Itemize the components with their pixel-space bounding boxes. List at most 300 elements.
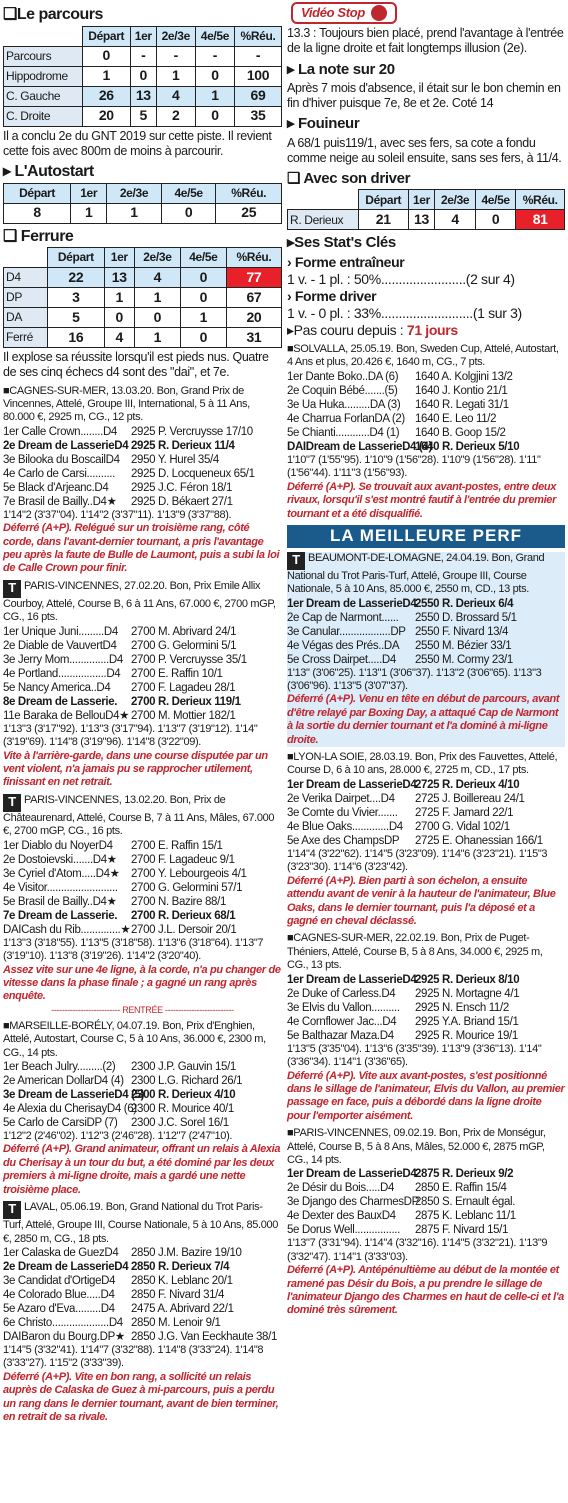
- race-times: 1'14"5 (3'32"41). 1'14"7 (3'32"88). 1'14"8 (3'33"24). 1'14"8 (3'33"27). 1'15"2 (3'33"39).: [3, 1344, 264, 1370]
- race-runner: [287, 1181, 565, 1195]
- table-header-cell: Départ: [4, 183, 71, 203]
- race-runner: [3, 1074, 282, 1088]
- race-times: 1'13"3 (3'18"55). 1'13"5 (3'18"58). 1'13"6 (3'18"64). 1'13"7 (3'19"10). 1'13"8 (3'19"26). 1'14"2 (3'20"40).: [3, 936, 264, 963]
- runner-name: 5e Chianti............D4 (1): [287, 426, 400, 439]
- race-comment: Déferré (A+P). Grand animateur, offrant un relais à Alexia du Cherisay à un tour du but, a été dominé par les deux premiers à mi-ligne droite, mais a gardé une nette troisième place.: [3, 1143, 281, 1196]
- meilleure-perf-banner: LA MEILLEURE PERF: [287, 525, 565, 548]
- race-runner: [287, 597, 565, 611]
- table-cell: 13: [408, 210, 435, 230]
- table-cell: 20: [82, 106, 130, 126]
- table-cell: 21: [358, 210, 408, 230]
- table-cell: 77: [226, 268, 281, 288]
- table-cell: 0: [180, 268, 226, 288]
- runner-name: DAICash du Rib..............★: [3, 923, 131, 936]
- runner-name: 7e Dream de Lasserie.: [3, 909, 118, 922]
- table-row: [4, 86, 282, 106]
- table-header-cell: %Réu.: [516, 190, 565, 210]
- race-runner: [3, 1246, 282, 1260]
- race-header: [287, 1127, 565, 1167]
- race-header: [3, 1201, 282, 1246]
- runner-info: 2475 A. Abrivard 22/1: [131, 1302, 234, 1315]
- table-cell: DA: [4, 308, 48, 328]
- runner-info: 2850 M. Lenoir 9/1: [131, 1316, 221, 1329]
- race-times: 1'10"7 (1'55"95). 1'10"9 (1'56"28). 1'10"9 (1'56"28). 1'11" (1'56"44). 1'11"3 (1'56"93).: [287, 453, 541, 480]
- runner-name: 5e Azaro d'Eva.........D4: [3, 1302, 115, 1315]
- driver-title: ❑ Avec son driver: [287, 170, 411, 188]
- race-header: [287, 343, 565, 370]
- runner-name: 5e Carlo de CarsiDP (7): [3, 1117, 118, 1130]
- runner-name: 2e Dream de LasserieD4: [3, 1260, 129, 1273]
- runner-info: 2950 Y. Hurel 35/4: [131, 453, 219, 466]
- race-runner: [3, 923, 282, 937]
- race-block: [287, 751, 565, 928]
- table-cell: 0: [134, 308, 180, 328]
- race-times: 1'14"2 (3'37"04). 1'14"2 (3'37"11). 1'13"9 (3'37"88).: [3, 508, 232, 521]
- race-block: [3, 385, 282, 576]
- runner-name: 3e Jerry Mom..............D4: [3, 653, 123, 666]
- runner-info: 2725 F. Jamard 22/1: [415, 806, 514, 819]
- runner-name: 2e Cap de Narmont......: [287, 611, 399, 624]
- race-runner: [287, 412, 565, 426]
- runner-info: 2925 N. Mortagne 4/1: [415, 987, 520, 1000]
- runner-info: 1640 B. Goop 15/2: [415, 426, 506, 439]
- runner-info: 2925 R. Mourice 19/1: [415, 1029, 518, 1042]
- table-cell: 4: [134, 268, 180, 288]
- forme-entraineur-value: 1 v. - 1 pl. : 50%........................(2 sur 4): [287, 270, 515, 287]
- race-runner: [287, 778, 565, 792]
- runner-info: 2850 F. Nivard 31/4: [131, 1288, 225, 1301]
- runner-info: 2925 D. Békaert 27/1: [131, 495, 233, 508]
- race-runner: [3, 1260, 282, 1274]
- autostart-table: [3, 183, 282, 224]
- forme-driver-label: › Forme driver: [287, 287, 377, 304]
- runner-info: 2850 E. Raffin 15/4: [415, 1182, 507, 1195]
- runner-name: 5e Black d'Arjeanc.D4: [3, 481, 109, 494]
- runner-name: 5e Cross Dairpet.....D4: [287, 653, 396, 666]
- runner-info: 2875 F. Nivard 15/1: [415, 1224, 509, 1237]
- runner-name: 2e Dostoievski.......D4★: [3, 853, 117, 866]
- runner-name: 4e Colorado Blue.....D4: [3, 1288, 115, 1301]
- race-header: [287, 552, 565, 597]
- table-cell: 0: [104, 308, 134, 328]
- table-header-cell: Départ: [82, 26, 130, 46]
- table-cell: 31: [226, 328, 281, 348]
- race-runner: [3, 425, 282, 439]
- runner-name: 3e Bilooka du BoscailD4: [3, 453, 120, 466]
- runner-name: 3e Elvis du Vallon..........: [287, 1001, 400, 1014]
- race-header-text: ■PARIS-VINCENNES, 09.02.19. Bon, Prix de Monségur, Attelé, Course B, 5 à 8 Ans, Mâles, 52.000 €, 2875 mGP, CG., 14 pts.: [287, 1127, 546, 1166]
- race-runner: [3, 867, 282, 881]
- race-runner: [3, 881, 282, 895]
- table-header-cell: [288, 190, 359, 210]
- race-runner: [3, 481, 282, 495]
- fouineur-title: ▸ Fouineur: [287, 115, 360, 133]
- runner-name: 4e Cornflower Jac...D4: [287, 1015, 397, 1028]
- race-block: [287, 343, 565, 521]
- race-block: [287, 1127, 565, 1318]
- race-times: 1'13" (3'06"25). 1'13"1 (3'06"37). 1'13"2 (3'06"65). 1'13"3 (3'06"96). 1'13"5 (3'07"37).: [287, 666, 542, 693]
- runner-info: 2550 M. Cormy 23/1: [415, 653, 513, 666]
- runner-info: 2725 R. Derieux 4/10: [415, 778, 520, 791]
- race-header: [3, 580, 282, 625]
- table-cell: D4: [4, 268, 48, 288]
- table-cell: 1: [104, 288, 134, 308]
- race-runner: [3, 909, 282, 923]
- runner-name: 8e Dream de Lasserie.: [3, 695, 118, 708]
- runner-info: 1640 R. Derieux 5/10: [415, 440, 520, 453]
- runner-name: 4e Alexia du CherisayD4 (6): [3, 1103, 137, 1116]
- table-header-cell: Départ: [48, 248, 105, 268]
- race-header-text: PARIS-VINCENNES, 27.02.20. Bon, Prix Emile Allix Courboy, Attelé, Course B, 6 à 11 Ans, 67.000 €, 2700 mGP, CG., 16 pts.: [3, 579, 276, 624]
- table-cell: 0: [130, 66, 156, 86]
- runner-name: 3e Cyriel d'Atom.....D4★: [3, 867, 120, 880]
- runner-info: 2700 E. Raffin 10/1: [131, 667, 223, 680]
- race-times: 1'14"4 (3'22"62). 1'14"5 (3'23"09). 1'14"6 (3'23"21). 1'15"3 (3'23"30). 1'14"6 (3'23"42).: [287, 847, 548, 874]
- table-cell: 5: [48, 308, 105, 328]
- race-header-text: LAVAL, 05.06.19. Bon, Grand National du Trot Paris-Turf, Attelé, Groupe III, Course Nationale, 5 à 10 Ans, 85.000 €, 2850 m, CG., 18 pts.: [3, 1201, 279, 1245]
- race-header: [287, 932, 565, 972]
- track-icon: T: [3, 794, 21, 812]
- rentree-divider: -------------------------- RENTRÉE --------------------------: [51, 1004, 234, 1015]
- table-header-cell: 2e/3e: [156, 26, 195, 46]
- table-cell: R. Derieux: [288, 210, 359, 230]
- table-cell: -: [195, 46, 234, 66]
- race-runner: [3, 681, 282, 695]
- table-header-cell: 4e/5e: [161, 183, 216, 203]
- table-header-cell: Départ: [358, 190, 408, 210]
- parcours-table: [3, 26, 282, 127]
- runner-name: 4e Végas des Prés..DA: [287, 639, 400, 652]
- runner-info: 2700 G. Vidal 102/1: [415, 820, 510, 833]
- race-runner: [287, 987, 565, 1001]
- track-icon: T: [3, 1201, 21, 1219]
- table-cell: C. Droite: [4, 106, 83, 126]
- track-icon: T: [3, 580, 21, 598]
- forme-driver-value: 1 v. - 0 pl. : 33%..........................(1 sur 3): [287, 304, 522, 321]
- runner-info: 2925 N. Ensch 11/2: [415, 1001, 509, 1014]
- table-header-cell: 1er: [130, 26, 156, 46]
- autostart-title: ▸ L'Autostart: [3, 163, 94, 181]
- race-runner: [287, 1015, 565, 1029]
- race-header-text: PARIS-VINCENNES, 13.02.20. Bon, Prix de Châteaurenard, Attelé, Course B, 7 à 11 Ans, Mâles, 67.000 €, 2700 mGP, CG., 16 pts.: [3, 793, 275, 838]
- race-runner: [3, 839, 282, 853]
- race-times: 1'12"2 (2'46"02). 1'12"3 (2'46"28). 1'12"7 (2'47"10).: [3, 1130, 233, 1143]
- race-times: 1'13"3 (3'17"92). 1'13"3 (3'17"94). 1'13"7 (3'19"12). 1'14" (3'19"69). 1'14"8 (3'19"96). 1'14"8 (3'22"09).: [3, 722, 258, 749]
- runner-info: 2700 R. Derieux 68/1: [131, 909, 236, 922]
- runner-info: 2925 D. Locqueneux 65/1: [131, 467, 255, 480]
- table-header-cell: 4e/5e: [180, 248, 226, 268]
- runner-info: 2850 S. Ernault égal.: [415, 1196, 516, 1209]
- race-times: 1'13"5 (3'35"04). 1'13"6 (3'35"39). 1'13"9 (3'36"13). 1'14" (3'36"34). 1'14"1 (3'36"65).: [287, 1042, 542, 1069]
- table-cell: Ferré: [4, 328, 48, 348]
- table-header-cell: 4e/5e: [195, 26, 234, 46]
- video-stop-button[interactable]: [291, 2, 397, 24]
- track-icon: T: [287, 552, 305, 570]
- table-row: [4, 288, 282, 308]
- race-runner: [3, 895, 282, 909]
- runner-name: 3e Django des CharmesDP: [287, 1196, 419, 1209]
- runner-name: 1er Dream de LasserieD4: [287, 973, 417, 986]
- table-header-cell: 4e/5e: [475, 190, 516, 210]
- race-runner: [3, 1274, 282, 1288]
- runner-info: 2850 J.G. Van Eeckhaute 38/1: [131, 1331, 277, 1343]
- race-header-text: ■CAGNES-SUR-MER, 13.03.20. Bon, Grand Prix de Vincennes, Attelé, Groupe III, International, 5 à 11 Ans, 80.000 €, 2925 m, CG., 12 pts.: [3, 384, 250, 424]
- race-times: 1'13"7 (3'31"94). 1'14"4 (3'32"16). 1'14"5 (3'32"21). 1'13"9 (3'32"47). 1'14"1 (3'33"03).: [287, 1237, 548, 1263]
- runner-name: 4e Blue Oaks.............D4: [287, 820, 403, 833]
- table-row: [4, 268, 282, 288]
- runner-name: 2e Coquin Bébé.......(5): [287, 384, 398, 397]
- runner-info: 2875 K. Leblanc 11/1: [415, 1210, 516, 1223]
- runner-name: 5e Dorus Well................: [287, 1224, 400, 1237]
- race-runner: [3, 625, 282, 639]
- fouineur-text: A 68/1 puis119/1, avec ses fers, sa cote a fondu comme neige au soleil ensuite, sans ses fers, à 11/4.: [287, 135, 562, 165]
- runner-name: 2e Duke of Carless.D4: [287, 987, 396, 1000]
- race-runner: [3, 1288, 282, 1302]
- runner-name: 4e Visitor.........................: [3, 881, 118, 894]
- race-runner: [287, 384, 565, 398]
- table-cell: 67: [226, 288, 281, 308]
- table-cell: 13: [130, 86, 156, 106]
- table-cell: 16: [48, 328, 105, 348]
- runner-info: 2850 J.M. Bazire 19/10: [131, 1246, 242, 1259]
- runner-name: 1er Unique Juni.........D4: [3, 625, 118, 638]
- table-cell: C. Gauche: [4, 86, 83, 106]
- table-cell: 25: [216, 203, 282, 223]
- race-runner: [287, 1167, 565, 1181]
- table-header-cell: %Réu.: [216, 183, 282, 203]
- race-runner: [287, 792, 565, 806]
- runner-name: 1er Dream de LasserieD4: [287, 597, 417, 610]
- race-comment: Déferré (A+P). Bien parti à son échelon, a ensuite attendu avant de venir à la hauteur de l'animateur, Blue Oaks, dans le dernier tournant, puis l'a déposé et a gagné en cheval déclassé.: [287, 874, 556, 927]
- forme-entraineur-label: › Forme entraîneur: [287, 253, 405, 270]
- table-cell: 100: [234, 66, 281, 86]
- stats-title: ▸Ses Stat's Clés: [287, 234, 396, 252]
- table-cell: 1: [82, 66, 130, 86]
- table-cell: 81: [516, 210, 565, 230]
- race-header-text: ■CAGNES-SUR-MER, 22.02.19. Bon, Prix de Puget-Théniers, Attelé, Course B, 5 à 8 Ans, 34.000 €, 2925 m, CG., 13 pts.: [287, 932, 543, 972]
- table-header-cell: 2e/3e: [134, 248, 180, 268]
- runner-name: 6e Christo....................D4: [3, 1316, 123, 1329]
- table-cell: 3: [48, 288, 105, 308]
- race-runner: [3, 453, 282, 467]
- table-cell: DP: [4, 288, 48, 308]
- right-column: [287, 2, 565, 1502]
- runner-info: 2850 K. Leblanc 20/1: [131, 1274, 233, 1287]
- race-runner: [3, 1316, 282, 1330]
- runner-name: 7e Brasil de Bailly..D4★: [3, 495, 117, 508]
- runner-info: 2700 P. Vercruysse 35/1: [131, 653, 247, 666]
- driver-table: [287, 189, 565, 230]
- table-header-cell: 1er: [71, 183, 107, 203]
- runner-info: 2925 P. Vercruysse 17/10: [131, 425, 253, 438]
- table-cell: 1: [107, 203, 162, 223]
- runner-info: 2925 J.C. Féron 18/1: [131, 481, 233, 494]
- race-runner: [3, 1302, 282, 1316]
- table-header-cell: 2e/3e: [435, 190, 476, 210]
- race-block: [3, 580, 282, 790]
- right-race-list: [287, 343, 565, 521]
- race-runner: [287, 1209, 565, 1223]
- runner-info: 2300 J.C. Sorel 16/1: [131, 1117, 229, 1130]
- table-header-row: [4, 26, 282, 46]
- runner-name: 3e Canular..................DP: [287, 625, 406, 638]
- race-runner: [3, 1116, 282, 1130]
- table-row: [4, 308, 282, 328]
- race-header-text: ■LYON-LA SOIE, 28.03.19. Bon, Prix des Fauvettes, Attelé, Course D, 6 à 10 ans, 28.000 €, 2725 m, CD., 17 pts.: [287, 751, 558, 777]
- race-runner: [287, 820, 565, 834]
- runner-name: 1er Diablo du NoyerD4: [3, 839, 113, 852]
- ferrure-title: ❑ Ferrure: [3, 227, 74, 245]
- race-comment: Déferré (A+P). Se trouvait aux avant-postes, entre deux rivaux, lorsqu'il s'est montré fautif à l'entrée du premier tournant et a été disqualifié.: [287, 480, 556, 520]
- race-runner: [287, 1223, 565, 1237]
- runner-name: 2e Dream de LasserieD4: [3, 439, 129, 452]
- race-runner: [3, 695, 282, 709]
- runner-info: 1640 R. Legati 31/1: [415, 398, 509, 411]
- race-runner: [287, 370, 565, 384]
- runner-info: 2300 J.P. Gauvin 15/1: [131, 1060, 236, 1073]
- runner-name: 5e Balthazar Maza.D4: [287, 1029, 394, 1042]
- table-header-cell: %Réu.: [226, 248, 281, 268]
- race-runner: [287, 834, 565, 848]
- runner-info: 2700 M. Abrivard 24/1: [131, 625, 237, 638]
- race-header: [3, 794, 282, 839]
- runner-name: 1er Calaska de GuezD4: [3, 1246, 119, 1259]
- race-comment: Déferré (A+P). Antépénultième au début de la montée et ramené pas Désir du Bois, a pu prendre le sillage de l'animateur Django des Charmes en haut de celle-ci et l'a dominé très sûrement.: [287, 1264, 564, 1317]
- race-comment: Vite à l'arrière-garde, dans une course disputée par un vent violent, n'a jamais pu se rapprocher utilement, finissant en net retrait.: [3, 749, 268, 789]
- pas-couru-label: ▸Pas couru depuis :: [287, 322, 404, 338]
- runner-info: 2300 R. Derieux 4/10: [131, 1089, 236, 1102]
- runner-name: 4e Charrua ForlanDA (2): [287, 412, 405, 425]
- runner-name: 1er Dream de LasserieD4: [287, 1168, 417, 1181]
- table-cell: 4: [104, 328, 134, 348]
- ferrure-table: [3, 247, 282, 348]
- runner-name: 2e American DollarD4 (4): [3, 1075, 124, 1087]
- race-block: [3, 1201, 282, 1424]
- runner-name: DAIBaron du Bourg.DP★: [3, 1331, 125, 1343]
- race-header-text: ■MARSEILLE-BORÉLY, 04.07.19. Bon, Prix d'Enghien, Attelé, Autostart, Course C, 5 à 10 Ans, 36.000 €, 2300 m, CG., 14 pts.: [3, 1019, 266, 1059]
- runner-name: 3e Dream de LasserieD4 (5): [3, 1089, 145, 1102]
- race-runner: [3, 1330, 282, 1344]
- table-cell: 35: [234, 106, 281, 126]
- race-runner: [3, 467, 282, 481]
- race-runner: [3, 1102, 282, 1116]
- table-cell: 4: [435, 210, 476, 230]
- ferrure-note: Il explose sa réussite lorsqu'il est pieds nus. Quatre de ses cinq échecs d4 sont des "dai", et 7e.: [3, 350, 269, 380]
- race-runner: [3, 639, 282, 653]
- table-cell: 1: [71, 203, 107, 223]
- table-cell: 26: [82, 86, 130, 106]
- table-row: [4, 46, 282, 66]
- race-runner: [287, 653, 565, 667]
- race-comment: Déferré (A+P). Vite en bon rang, a sollicité un relais auprès de Calaska de Guez à mi-parcours, puis a perdu un rang dans le dernier tournant, avant de bien terminer, en retrait de sa rivale.: [3, 1370, 279, 1424]
- table-cell: -: [130, 46, 156, 66]
- table-header-cell: %Réu.: [234, 26, 281, 46]
- race-header: [3, 385, 282, 425]
- race-runner: [3, 667, 282, 681]
- runner-info: 2700 N. Bazire 88/1: [131, 895, 226, 908]
- runner-info: 2925 R. Derieux 8/10: [415, 973, 520, 986]
- race-block: [3, 1020, 282, 1197]
- table-cell: 0: [475, 210, 516, 230]
- table-header-row: [4, 183, 282, 203]
- runner-info: 1640 A. Kolgjini 13/2: [415, 370, 513, 383]
- race-block: [287, 552, 565, 747]
- runner-info: 2550 F. Nivard 13/4: [415, 625, 509, 638]
- runner-name: 11e Baraka de BellouD4★: [3, 709, 130, 722]
- race-block: [287, 932, 565, 1123]
- table-cell: 5: [130, 106, 156, 126]
- table-cell: 0: [180, 288, 226, 308]
- runner-info: 2925 R. Derieux 11/4: [131, 439, 235, 452]
- table-cell: 13: [104, 268, 134, 288]
- runner-info: 2700 M. Mottier 182/1: [131, 709, 236, 722]
- table-cell: 4: [156, 86, 195, 106]
- table-cell: Hippodrome: [4, 66, 83, 86]
- table-cell: 1: [195, 86, 234, 106]
- table-cell: 1: [134, 288, 180, 308]
- race-runner: [287, 625, 565, 639]
- table-row: [4, 203, 282, 223]
- table-header-cell: [4, 248, 48, 268]
- race-runner: [3, 853, 282, 867]
- table-row: [4, 328, 282, 348]
- race-runner: [287, 1001, 565, 1015]
- left-column: [3, 2, 282, 1502]
- hand-stop-icon: [371, 5, 387, 21]
- table-cell: 2: [156, 106, 195, 126]
- race-runner: [287, 1029, 565, 1043]
- race-header-text: ■SOLVALLA, 25.05.19. Bon, Sweden Cup, Attelé, Autostart, 4 Ans et plus, 20.426 €, 1640 m, CG., 7 pts.: [287, 343, 559, 369]
- runner-name: 2e Désir du Bois.....D4: [287, 1182, 395, 1195]
- runner-info: 2925 Y.A. Briand 15/1: [415, 1015, 519, 1028]
- race-header: [287, 751, 565, 778]
- meilleure-perf-race: [287, 552, 565, 747]
- table-header-cell: 1er: [104, 248, 134, 268]
- pas-couru: [287, 322, 565, 339]
- race-runner: [287, 611, 565, 625]
- race-runner: [3, 1060, 282, 1074]
- table-cell: 8: [4, 203, 71, 223]
- race-comment: Déferré (A+P). Vite aux avant-postes, s'est positionné dans le sillage de l'animateur, Elvis du Vallon, au premier passage en face, puis a débordé dans la ligne droite pour l'emporter aisément.: [287, 1069, 565, 1122]
- table-cell: 69: [234, 86, 281, 106]
- race-runner: [3, 495, 282, 509]
- runner-name: 1er Beach Julry.........(2): [3, 1060, 116, 1073]
- table-header-row: [288, 190, 565, 210]
- runner-info: 2300 L.G. Richard 26/1: [131, 1075, 243, 1087]
- table-cell: 0: [195, 106, 234, 126]
- race-runner: [287, 426, 565, 440]
- runner-info: 2725 E. Ohanessian 166/1: [415, 834, 543, 847]
- table-row: [4, 106, 282, 126]
- runner-info: 2875 R. Derieux 9/2: [415, 1168, 514, 1181]
- table-row: [288, 210, 565, 230]
- race-runner: [3, 653, 282, 667]
- race-runner: [287, 440, 565, 454]
- race-runner: [287, 806, 565, 820]
- table-cell: 1: [156, 66, 195, 86]
- runner-info: 2700 F. Lagadeu 28/1: [131, 681, 236, 694]
- runner-info: 2850 R. Derieux 7/4: [131, 1260, 230, 1273]
- race-runner: [287, 973, 565, 987]
- runner-name: 1er Dante Boko..DA (6): [287, 370, 399, 383]
- race-header: [3, 1020, 282, 1060]
- table-header-cell: [4, 26, 83, 46]
- race-header-text: BEAUMONT-DE-LOMAGNE, 24.04.19. Bon, Grand National du Trot Paris-Turf, Attelé, Groupe III, Course Nationale, 5 à 10 Ans, 85.000 €, 2550 m, CD., 13 pts.: [287, 551, 545, 596]
- table-cell: 1: [134, 328, 180, 348]
- race-block: [3, 794, 282, 1004]
- left-race-list: [3, 385, 282, 1425]
- runner-name: 3e Ua Huka.........DA (3): [287, 398, 401, 411]
